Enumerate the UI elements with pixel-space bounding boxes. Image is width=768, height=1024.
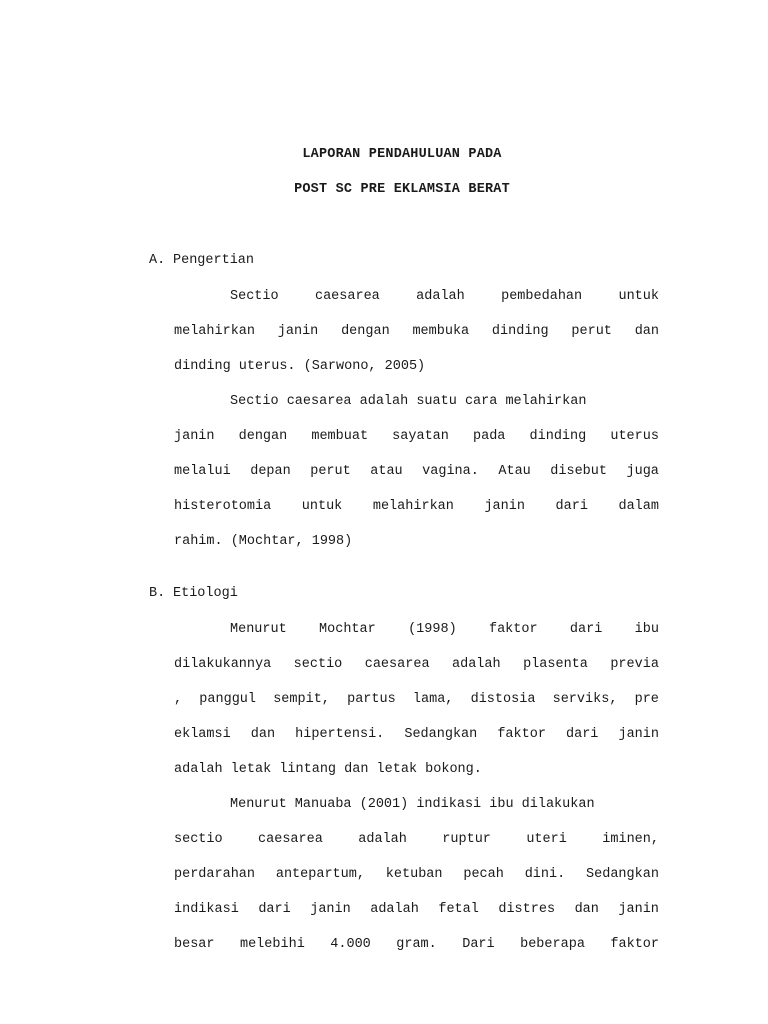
section-b-letter: B. (149, 586, 166, 601)
word: hipertensi. (295, 727, 385, 742)
word: faktor (488, 622, 538, 637)
word: adalah (452, 657, 501, 672)
word: fetal (438, 902, 479, 917)
word: dengan (238, 429, 288, 444)
word: dari (569, 622, 603, 637)
word: dinding (529, 429, 587, 444)
word: Sedangkan (404, 727, 478, 742)
word: Sedangkan (586, 867, 659, 882)
word: dan (634, 324, 659, 339)
word: perut (310, 464, 351, 479)
word: distosia (470, 692, 536, 707)
word: distres (498, 902, 556, 917)
word: gram. (396, 937, 437, 952)
word: sayatan (392, 429, 449, 444)
word: beberapa (520, 937, 585, 952)
word: dalam (618, 499, 659, 514)
word: eklamsi (174, 727, 231, 742)
section-b-paragraph-line: Menurut Manuaba (2001) indikasi ibu dilakukan (230, 797, 595, 812)
word: untuk (301, 499, 343, 514)
section-a-title: Pengertian (173, 253, 255, 268)
word: ibu (634, 622, 659, 637)
section-b-paragraph-line (174, 691, 659, 709)
section-b-paragraph-line (174, 936, 659, 954)
word: Mochtar (319, 622, 376, 637)
word: depan (250, 464, 291, 479)
word: pre (634, 692, 659, 707)
word: serviks, (552, 692, 618, 707)
word: indikasi (174, 902, 239, 917)
section-b-paragraph-line: adalah letak lintang dan letak bokong. (174, 762, 482, 777)
word: adalah (358, 832, 407, 847)
word: caesarea (314, 289, 380, 304)
word: Dari (462, 937, 495, 952)
word: untuk (618, 289, 659, 304)
word: (1998) (408, 622, 457, 637)
word: dini. (524, 867, 566, 882)
word: caesarea (364, 657, 430, 672)
word: Atau (498, 464, 531, 479)
word: melalui (174, 464, 231, 479)
word: melebihi (239, 937, 305, 952)
word: dan (250, 727, 276, 742)
word: vagina. (422, 464, 479, 479)
word: uteri (526, 832, 567, 847)
word: adalah (416, 289, 465, 304)
word: 4.000 (330, 937, 371, 952)
section-b-paragraph-line (174, 726, 659, 744)
word: iminen, (602, 832, 659, 847)
word: melahirkan (372, 499, 454, 514)
word: membuka (412, 324, 470, 339)
word: previa (610, 657, 659, 672)
word: dilakukannya (174, 657, 272, 672)
word: lama, (412, 692, 454, 707)
word: Sectio (230, 289, 279, 304)
word: antepartum, (275, 867, 365, 882)
word: plasenta (523, 657, 588, 672)
word: uterus (610, 429, 659, 444)
word: faktor (497, 727, 546, 742)
section-a-paragraph-line (174, 463, 659, 481)
section-a-paragraph-line: Sectio caesarea adalah suatu cara melahirkan (230, 394, 587, 409)
section-a-paragraph-line: dinding uterus. (Sarwono, 2005) (174, 359, 426, 374)
section-a-paragraph-line (174, 428, 659, 446)
word: dinding (491, 324, 549, 339)
word: janin (484, 499, 525, 514)
section-b-heading (149, 586, 238, 601)
word: pecah (463, 867, 504, 882)
word: sempit, (273, 692, 330, 707)
word: ketuban (385, 867, 443, 882)
word: janin (174, 429, 215, 444)
word: perut (571, 324, 612, 339)
word: dengan (341, 324, 390, 339)
word: dari (555, 499, 588, 514)
word: pada (473, 429, 506, 444)
word: dan (574, 902, 599, 917)
word: atau (370, 464, 403, 479)
word: janin (277, 324, 319, 339)
word: juga (626, 464, 659, 479)
section-a-paragraph-line (174, 498, 659, 516)
word: janin (310, 902, 351, 917)
document-title-line-2: POST SC PRE EKLAMSIA BERAT (294, 182, 510, 197)
word: dari (566, 727, 599, 742)
section-b-paragraph-line (174, 831, 659, 849)
section-b-title: Etiologi (173, 586, 238, 601)
section-a-paragraph-line (230, 288, 659, 306)
section-b-paragraph-line (174, 656, 659, 674)
word: panggul (199, 692, 257, 707)
word: , (174, 692, 183, 707)
section-b-paragraph-line (230, 621, 659, 639)
word: sectio (174, 832, 223, 847)
word: histerotomia (174, 499, 272, 514)
word: Menurut (230, 622, 287, 637)
word: ruptur (442, 832, 491, 847)
word: janin (618, 727, 659, 742)
word: pembedahan (501, 289, 583, 304)
word: perdarahan (174, 867, 256, 882)
word: membuat (311, 429, 369, 444)
word: disebut (550, 464, 607, 479)
word: dari (258, 902, 291, 917)
section-a-paragraph-line: rahim. (Mochtar, 1998) (174, 534, 353, 549)
word: caesarea (258, 832, 323, 847)
word: melahirkan (174, 324, 256, 339)
section-a-paragraph-line (174, 323, 659, 341)
word: janin (618, 902, 659, 917)
word: sectio (293, 657, 343, 672)
section-a-heading (149, 253, 254, 268)
word: besar (174, 937, 215, 952)
section-b-paragraph-line (174, 866, 659, 884)
section-a-letter: A. (149, 253, 166, 268)
section-b-paragraph-line (174, 901, 659, 919)
document-title-line-1: LAPORAN PENDAHULUAN PADA (302, 147, 502, 162)
word: partus (347, 692, 396, 707)
word: adalah (370, 902, 419, 917)
word: faktor (610, 937, 659, 952)
